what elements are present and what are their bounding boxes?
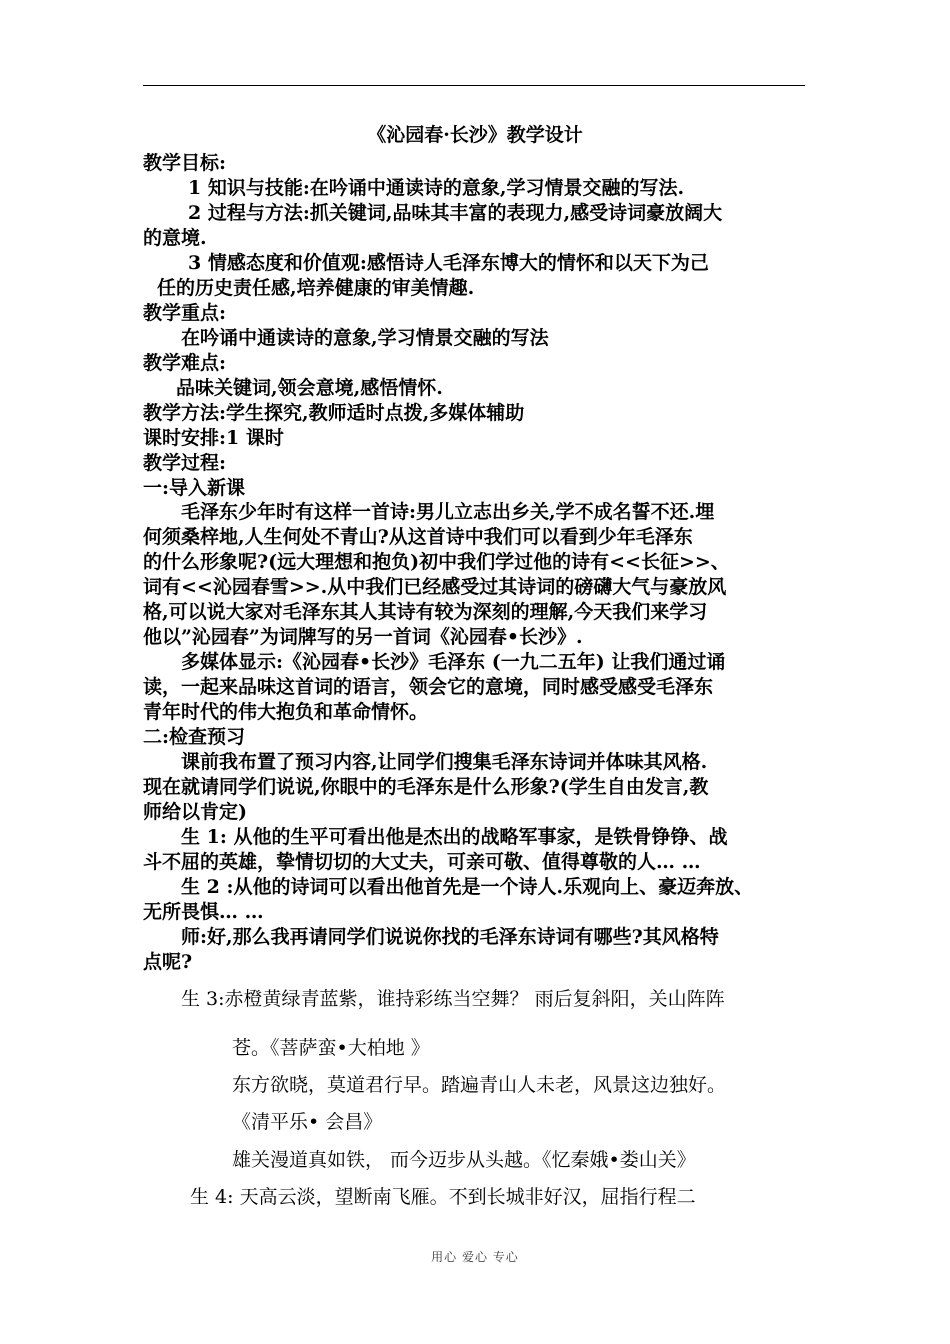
section-heading-process: 教学过程: (143, 452, 227, 474)
text-line: 生 1: 从他的生平可看出他是杰出的战略军事家，是铁骨铮铮、战 (181, 826, 728, 848)
text-line: 现在就请同学们说说,你眼中的毛泽东是什么形象?(学生自由发言,教 (143, 776, 709, 798)
subsection-heading-intro: 一:导入新课 (143, 477, 246, 499)
text-line: 斗不屈的英雄，挚情切切的大丈夫，可亲可敬、值得尊敬的人… … (143, 851, 701, 873)
text-line: 的什么形象呢?(远大理想和抱负)初中我们学过他的诗有<<长征>>、 (143, 551, 730, 573)
poem-line: 《清平乐• 会昌》 (232, 1111, 383, 1133)
header-rule (143, 85, 805, 86)
text-line: 格,可以说大家对毛泽东其人其诗有较为深刻的理解,今天我们来学习 (143, 601, 708, 623)
subsection-heading-preview: 二:检查预习 (143, 726, 246, 748)
poem-line: 生 3:赤橙黄绿青蓝紫，谁持彩练当空舞？ 雨后复斜阳，关山阵阵 (181, 988, 725, 1010)
text-line: 师:好,那么我再请同学们说说你找的毛泽东诗词有哪些?其风格特 (181, 926, 719, 948)
section-heading-schedule: 课时安排:1 课时 (143, 427, 284, 449)
text-line: 的意境. (143, 227, 207, 249)
poem-line: 生 4: 天高云淡，望断南飞雁。不到长城非好汉，屈指行程二 (190, 1186, 696, 1208)
text-line: 多媒体显示:《沁园春•长沙》毛泽东 (一九二五年) 让我们通过诵 (181, 651, 726, 673)
text-line: 品味关键词,领会意境,感悟情怀. (176, 377, 443, 399)
text-line: 3 情感态度和价值观:感悟诗人毛泽东博大的情怀和以天下为己 (188, 252, 709, 274)
document-title: 《沁园春·长沙》教学设计 (367, 124, 583, 146)
text-line: 青年时代的伟大抱负和革命情怀。 (143, 701, 429, 723)
section-heading-objectives: 教学目标: (143, 152, 227, 174)
text-line: 1 知识与技能:在吟诵中通读诗的意象,学习情景交融的写法. (188, 177, 685, 199)
text-line: 词有<<沁园春雪>>.从中我们已经感受过其诗词的磅礴大气与豪放风 (143, 576, 727, 598)
text-line: 何须桑梓地,人生何处不青山?从这首诗中我们可以看到少年毛泽东 (143, 526, 693, 548)
text-line: 无所畏惧… … (143, 901, 264, 923)
section-heading-key-points: 教学重点: (143, 302, 227, 324)
poem-line: 东方欲晓，莫道君行早。踏遍青山人未老，风景这边独好。 (232, 1074, 727, 1096)
text-line: 在吟诵中通读诗的意象,学习情景交融的写法 (181, 327, 549, 349)
text-line: 点呢? (143, 951, 193, 973)
poem-line: 雄关漫道真如铁， 而今迈步从头越。《忆秦娥•娄山关》 (232, 1149, 696, 1171)
text-line: 师给以肯定) (143, 801, 247, 823)
section-heading-methods: 教学方法:学生探究,教师适时点拨,多媒体辅助 (143, 402, 525, 424)
poem-line: 苍。《菩萨蛮•大柏地 》 (232, 1037, 430, 1059)
text-line: 课前我布置了预习内容,让同学们搜集毛泽东诗词并体味其风格. (181, 751, 708, 773)
text-line: 2 过程与方法:抓关键词,品味其丰富的表现力,感受诗词豪放阔大 (188, 202, 723, 224)
text-line: 毛泽东少年时有这样一首诗:男儿立志出乡关,学不成名誓不还.埋 (181, 501, 715, 523)
text-line: 任的历史责任感,培养健康的审美情趣. (157, 277, 475, 299)
text-line: 生 2 :从他的诗词可以看出他首先是一个诗人.乐观向上、豪迈奔放、 (181, 876, 754, 898)
section-heading-difficulties: 教学难点: (143, 352, 227, 374)
text-line: 读，一起来品味这首词的语言，领会它的意境，同时感受感受毛泽东 (143, 676, 714, 698)
text-line: 他以”沁园春”为词牌写的另一首词《沁园春•长沙》. (143, 626, 583, 648)
page-footer: 用心 爱心 专心 (431, 1250, 519, 1264)
